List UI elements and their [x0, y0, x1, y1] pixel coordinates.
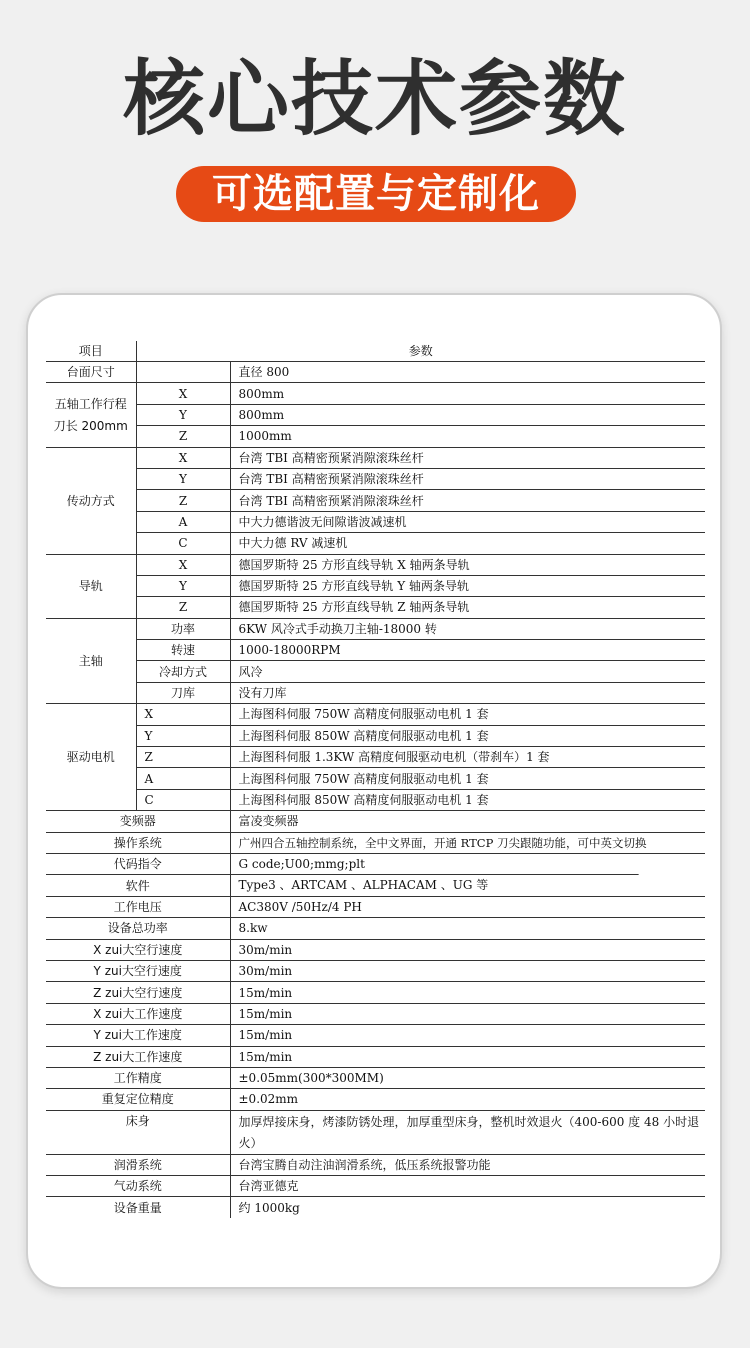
table-row	[46, 661, 705, 682]
table-row	[46, 918, 705, 939]
table-row	[46, 1176, 705, 1197]
table-row	[46, 896, 705, 917]
row-axis: X	[136, 383, 230, 404]
row-axis: A	[136, 511, 230, 532]
row-axis: X	[136, 554, 230, 575]
row-axis: C	[136, 789, 230, 810]
page-title: 核心技术参数	[122, 52, 627, 147]
row-label: 床身	[46, 1110, 230, 1154]
row-value: 上海图科伺服 1.3KW 高精度伺服驱动电机（带刹车）1 套	[230, 747, 705, 768]
row-value: 15m/min	[230, 1003, 705, 1024]
row-label: Z zui大工作速度	[46, 1046, 230, 1067]
five-axis-label2: 刀长 200mm	[53, 418, 128, 433]
row-axis: Y	[136, 468, 230, 489]
header-item: 项目	[46, 341, 136, 362]
group-label-spindle: 主轴	[46, 618, 136, 704]
row-axis: Y	[136, 575, 230, 596]
row-axis: Y	[136, 404, 230, 425]
table-row	[46, 447, 705, 468]
table-row	[46, 832, 705, 853]
table-row	[46, 554, 705, 575]
row-value: 德国罗斯特 25 方形直线导轨 Y 轴两条导轨	[230, 575, 705, 596]
row-label: 台面尺寸	[46, 362, 136, 383]
row-value: ±0.02mm	[230, 1089, 705, 1110]
table-row	[46, 1025, 705, 1046]
row-value: ±0.05mm(300*300MM)	[230, 1067, 705, 1088]
row-sub: 刀库	[136, 682, 230, 703]
table-row	[46, 939, 705, 960]
row-axis: A	[136, 768, 230, 789]
table-row	[46, 682, 705, 703]
row-value: 风冷	[230, 661, 705, 682]
table-row	[46, 1046, 705, 1067]
row-sub: 功率	[136, 618, 230, 639]
row-value: G code;U00;mmg;plt	[230, 853, 705, 874]
table-row	[46, 490, 705, 511]
row-value: 8.kw	[230, 918, 705, 939]
row-label: 润滑系统	[46, 1154, 230, 1175]
header-param: 参数	[136, 341, 705, 362]
row-value: 800mm	[230, 383, 705, 404]
table-row	[46, 511, 705, 532]
row-value: 800mm	[230, 404, 705, 425]
row-label: X zui大工作速度	[46, 1003, 230, 1024]
table-row	[46, 960, 705, 981]
table-row	[46, 404, 705, 425]
row-value: 1000mm	[230, 426, 705, 447]
table-row	[46, 875, 705, 896]
row-value: 上海图科伺服 850W 高精度伺服驱动电机 1 套	[230, 789, 705, 810]
table-row	[46, 362, 705, 383]
row-value: 中大力德 RV 减速机	[230, 533, 705, 554]
group-label-five-axis	[46, 383, 136, 447]
table-row	[46, 1110, 705, 1154]
row-sub	[136, 362, 230, 383]
row-label: 软件	[46, 875, 230, 896]
group-label-transmission: 传动方式	[46, 447, 136, 554]
row-value: 30m/min	[230, 960, 705, 981]
row-value: AC380V /50Hz/4 PH	[230, 896, 705, 917]
table-row	[46, 811, 705, 832]
row-label: 气动系统	[46, 1176, 230, 1197]
row-sub: 转速	[136, 640, 230, 661]
row-value: 上海图科伺服 850W 高精度伺服驱动电机 1 套	[230, 725, 705, 746]
row-value: 中大力德谐波无间隙谐波减速机	[230, 511, 705, 532]
table-row	[46, 618, 705, 639]
row-label: Y zui大空行速度	[46, 960, 230, 981]
row-label: 操作系统	[46, 832, 230, 853]
table-row	[46, 1154, 705, 1175]
row-value: 加厚焊接床身，烤漆防锈处理，加厚重型床身，整机时效退火（400-600 度 48 小时退火）	[230, 1110, 705, 1154]
row-value: 台湾 TBI 高精密预紧消隙滚珠丝杆	[230, 447, 705, 468]
row-value: 15m/min	[230, 1046, 705, 1067]
row-value: 上海图科伺服 750W 高精度伺服驱动电机 1 套	[230, 768, 705, 789]
table-row	[46, 725, 705, 746]
row-value: 德国罗斯特 25 方形直线导轨 X 轴两条导轨	[230, 554, 705, 575]
group-label-motor: 驱动电机	[46, 704, 136, 811]
row-value: 富凌变频器	[230, 811, 705, 832]
row-value: 台湾 TBI 高精密预紧消隙滚珠丝杆	[230, 468, 705, 489]
row-axis: Z	[136, 426, 230, 447]
row-value: 6KW 风冷式手动换刀主轴-18000 转	[230, 618, 705, 639]
table-row	[46, 468, 705, 489]
row-value: 15m/min	[230, 1025, 705, 1046]
table-row	[46, 1197, 705, 1218]
row-axis: Z	[136, 597, 230, 618]
table-row	[46, 853, 705, 874]
row-label: Y zui大工作速度	[46, 1025, 230, 1046]
table-row	[46, 383, 705, 404]
group-label-guide: 导轨	[46, 554, 136, 618]
row-value: 台湾宝腾自动注油润滑系统，低压系统报警功能	[230, 1154, 705, 1175]
row-value: 没有刀库	[230, 682, 705, 703]
row-value: 30m/min	[230, 939, 705, 960]
row-value: 上海图科伺服 750W 高精度伺服驱动电机 1 套	[230, 704, 705, 725]
table-row	[46, 575, 705, 596]
row-label: 工作电压	[46, 896, 230, 917]
row-label: 设备重量	[46, 1197, 230, 1218]
five-axis-label: 五轴工作行程	[54, 396, 127, 411]
row-axis: X	[136, 447, 230, 468]
table-row	[46, 533, 705, 554]
table-row	[46, 747, 705, 768]
row-label: 重复定位精度	[46, 1089, 230, 1110]
table-row	[46, 704, 705, 725]
row-axis: Z	[136, 747, 230, 768]
row-label: 代码指令	[46, 853, 230, 874]
row-label: 变频器	[46, 811, 230, 832]
row-value: 台湾亚德克	[230, 1176, 705, 1197]
row-value: 广州四合五轴控制系统，全中文界面，开通 RTCP 刀尖跟随功能，可中英文切换	[230, 832, 705, 853]
table-row	[46, 1089, 705, 1110]
row-value: 1000-18000RPM	[230, 640, 705, 661]
row-label: 工作精度	[46, 1067, 230, 1088]
table-row	[46, 1067, 705, 1088]
table-row	[46, 982, 705, 1003]
row-value: 约 1000kg	[238, 1200, 300, 1215]
row-value: 直径 800	[230, 362, 705, 383]
row-sub: 冷却方式	[136, 661, 230, 682]
table-row	[46, 640, 705, 661]
row-axis: C	[136, 533, 230, 554]
row-label: Z zui大空行速度	[46, 982, 230, 1003]
table-row	[46, 426, 705, 447]
table-row	[46, 597, 705, 618]
row-label: 设备总功率	[46, 918, 230, 939]
table-row	[46, 789, 705, 810]
table-row	[46, 768, 705, 789]
row-axis: X	[136, 704, 230, 725]
table-header-row	[46, 341, 705, 362]
spec-table	[46, 341, 705, 1218]
subtitle-badge: 可选配置与定制化	[176, 166, 576, 222]
table-row	[46, 1003, 705, 1024]
row-value: 台湾 TBI 高精密预紧消隙滚珠丝杆	[230, 490, 705, 511]
row-axis: Y	[136, 725, 230, 746]
row-label: X zui大空行速度	[46, 939, 230, 960]
row-value: 15m/min	[230, 982, 705, 1003]
row-value: 德国罗斯特 25 方形直线导轨 Z 轴两条导轨	[230, 597, 705, 618]
row-axis: Z	[136, 490, 230, 511]
row-value: Type3 、ARTCAM 、ALPHACAM 、UG 等	[230, 875, 705, 896]
